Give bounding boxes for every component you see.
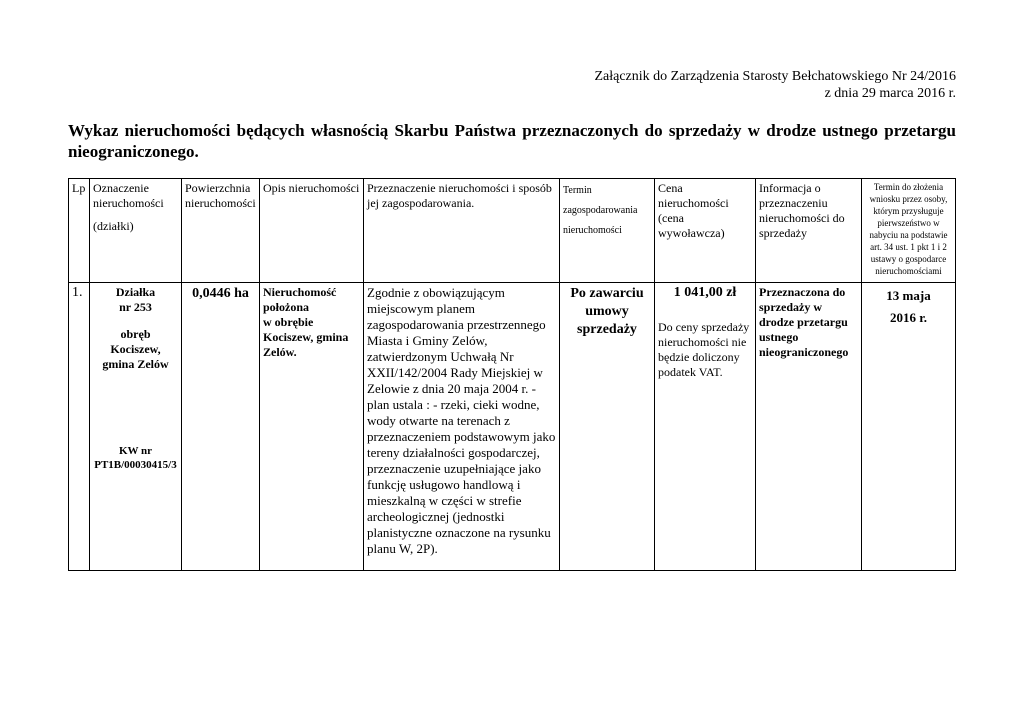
row-termin: Po zawarciu umowy sprzedaży — [560, 283, 655, 571]
row-przeznaczenie: Zgodnie z obowiązującym miejscowym planem zagospodarowania przestrzennego Miasta i Gminy Zelów, zatwierdzonym Uchwałą Nr XXII/142/2004 Rady Miejskiej w Zelowie z dnia 20 maja 2004 r. - plan ustala : - rzeki, cieki wodne, wody otwarte na terenach z przeznaczeniem podstawowym jako tereny działalności gospodarczej, przeznaczenie uzupełniające jako funkcję usługowo handlową i mieszkalną w części w strefie archeologicznej (jednostki planistyczne oznaczone na rysunku planu W, 2P). — [364, 283, 560, 571]
row-oznaczenie — [90, 283, 182, 571]
row-powierzchnia: 0,0446 ha — [182, 283, 260, 571]
row-cena-note: Do ceny sprzedaży nieruchomości nie będzie doliczony podatek VAT. — [658, 320, 750, 379]
row-cena-value: 1 041,00 zł — [673, 285, 737, 300]
row-opis-line3: w obrębie — [263, 315, 314, 329]
row-kw-label: KW nr — [118, 445, 153, 457]
row-opis-line4: Kociszew, gmina — [263, 330, 349, 344]
header-oznaczenie — [90, 179, 182, 283]
header-termin-line2: zagospodarowania — [563, 205, 638, 216]
header-informacja: Informacja o przeznaczeniu nieruchomości do sprzedaży — [756, 179, 862, 283]
attachment-note-date: z dnia 29 marca 2016 r. — [824, 86, 956, 101]
attachment-note — [594, 68, 956, 102]
header-termin-line1: Termin — [563, 185, 592, 196]
header-opis: Opis nieruchomości — [260, 179, 364, 283]
row-termin-wniosku — [862, 283, 956, 571]
row-kw-value: PT1B/00030415/3 — [94, 459, 177, 471]
row-gmina: gmina Zelów — [102, 357, 169, 371]
row-dzialka: Działka — [115, 285, 156, 299]
row-opis — [260, 283, 364, 571]
header-oznaczenie-label: Oznaczenie nieruchomości — [93, 181, 164, 210]
header-lp: Lp — [69, 179, 90, 283]
row-obreb: obręb — [120, 327, 151, 341]
table-header-row — [69, 179, 956, 283]
row-cena — [655, 283, 756, 571]
row-opis-line5: Zelów. — [263, 345, 297, 359]
row-lp: 1. — [69, 283, 90, 571]
header-termin — [560, 179, 655, 283]
row-dzialka-nr: nr 253 — [119, 300, 152, 314]
header-termin-wniosku: Termin do złożenia wniosku przez osoby, którym przysługuje pierwszeństwo w nabyciu na podstawie art. 34 ust. 1 pkt 1 i 2 ustawy o gospodarce nieruchomościami — [862, 179, 956, 283]
row-informacja: Przeznaczona do sprzedaży w drodze przetargu ustnego nieograniczonego — [756, 283, 862, 571]
row-opis-line1: Nieruchomość — [263, 285, 337, 299]
row-kw — [93, 444, 178, 472]
attachment-note-line1: Załącznik do Zarządzenia Starosty Bełchatowskiego Nr 24/2016 — [594, 69, 956, 84]
header-przeznaczenie: Przeznaczenie nieruchomości i sposób jej zagospodarowania. — [364, 179, 560, 283]
property-list-table — [68, 178, 956, 571]
row-opis-line2: położona — [263, 300, 310, 314]
row-termin-wniosku-line1: 13 maja — [886, 288, 931, 303]
header-powierzchnia: Powierzchnia nieruchomości — [182, 179, 260, 283]
row-miejsce: Kociszew, — [110, 342, 161, 356]
row-termin-wniosku-line2: 2016 r. — [889, 310, 928, 325]
document-title: Wykaz nieruchomości będących własnością Skarbu Państwa przeznaczonych do sprzedaży w drodze ustnego przetargu nieograniczonego. — [68, 121, 956, 161]
header-cena: Cena nieruchomości (cena wywoławcza) — [655, 179, 756, 283]
header-termin-line3: nieruchomości — [563, 225, 622, 236]
header-oznaczenie-sub: (działki) — [93, 219, 134, 233]
table-row — [69, 283, 956, 571]
